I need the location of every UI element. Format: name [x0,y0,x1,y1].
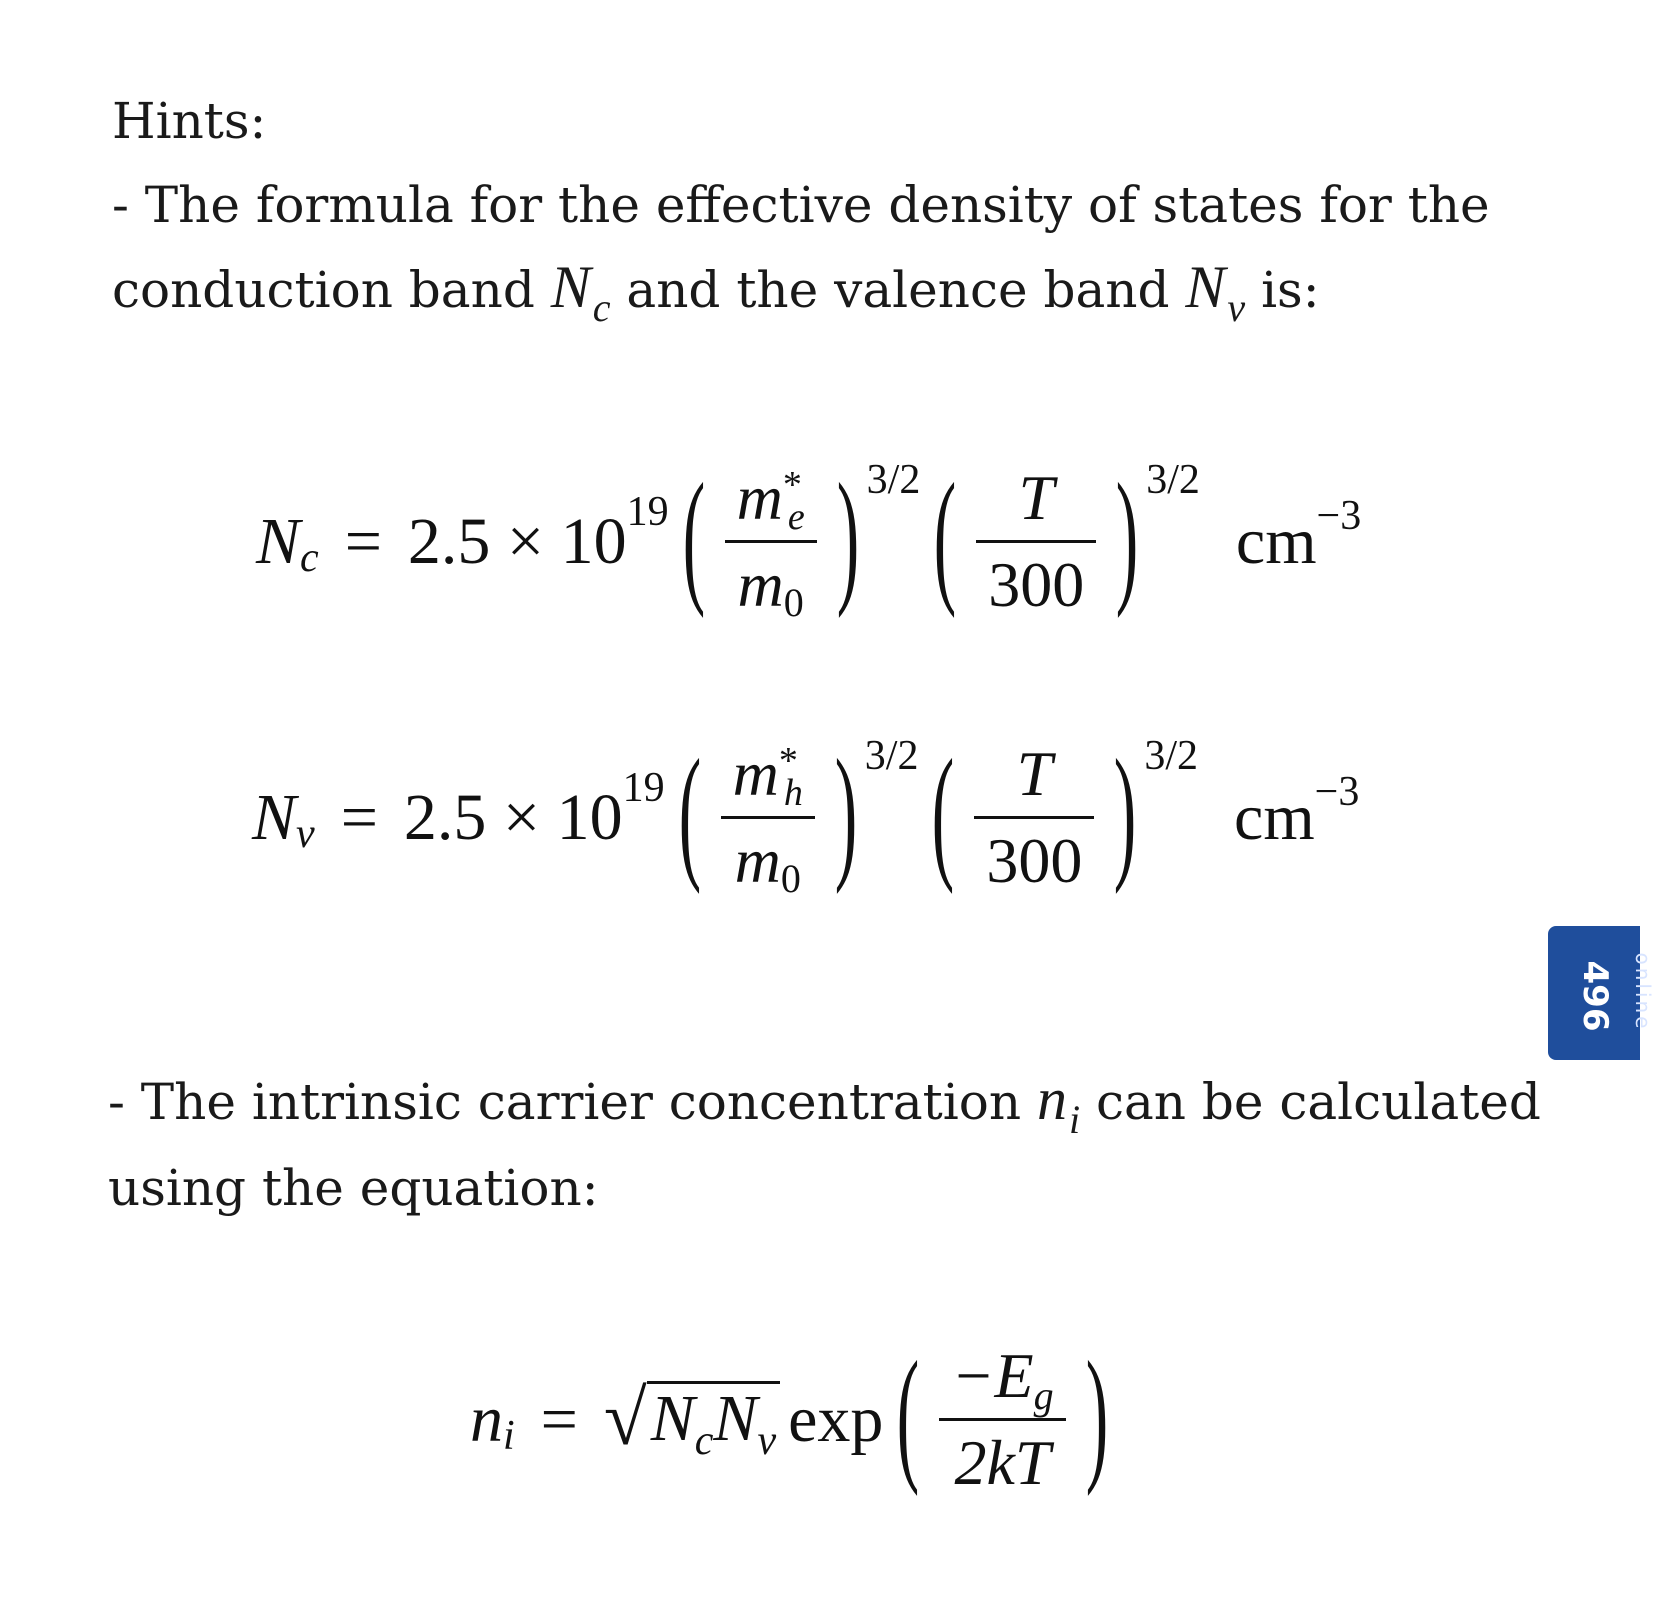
var-nv: N [1185,254,1226,320]
left-paren: ( [932,728,955,895]
mass-symbol: m [736,462,783,533]
fraction-bar [974,816,1094,819]
power-exponent: 3/2 [1146,456,1200,503]
fraction-numerator [939,1340,1065,1418]
text-fragment: can be calculated [1080,1073,1541,1131]
var-ni-subscript: i [1068,1097,1081,1142]
fraction-denominator: 300 [986,825,1083,896]
power-exponent: 3/2 [864,732,919,779]
right-paren: ) [834,728,858,895]
text-fragment: is: [1245,261,1320,319]
var-nc-subscript: c [592,285,611,330]
online-status-label: online [1631,952,1655,1032]
eq-lhs-subscript: c [300,534,319,581]
equals-sign: = [344,504,382,578]
online-users-badge[interactable] [1548,926,1655,1060]
right-paren: ) [1114,728,1137,895]
temperature-fraction [974,738,1094,897]
var-nv-subscript: v [1227,285,1246,330]
effective-mass-star: * [782,464,802,506]
hint-paragraph-density-of-states [112,164,1490,335]
left-paren: ( [678,728,701,895]
fraction-denominator [723,825,813,901]
mass-subscript: h [783,772,803,814]
radicand [647,1381,780,1464]
hint-line: using the equation: [108,1159,599,1217]
eq-coefficient-exponent: 19 [622,764,665,811]
eq-coefficient: 2.5 × 10 [407,504,627,578]
eq-lhs-subscript: i [503,1412,515,1459]
hint-line [108,1058,1541,1147]
var-ni: n [1036,1066,1067,1132]
eq-lhs: N [252,780,297,854]
var-nc: N [550,254,591,320]
power-exponent: 3/2 [866,456,921,503]
fraction-numerator: T [1018,462,1055,533]
text-fragment: and the valence band [610,261,1186,319]
mass-symbol: m [732,738,779,809]
eq-lhs: n [470,1382,503,1456]
left-paren: ( [934,452,957,619]
equals-sign: = [340,780,378,854]
eq-lhs: N [256,504,301,578]
exp-function: exp [788,1382,884,1456]
equation-ni [470,1330,1122,1499]
root-factor-subscript: v [757,1417,777,1464]
right-paren: ) [1085,1330,1108,1497]
unit-exponent: −3 [1314,768,1360,815]
hint-line [112,246,1490,335]
hint-line: - The formula for the effective density of states for the [112,176,1490,234]
fraction-numerator [725,462,817,538]
mass-symbol: m [737,549,784,620]
fraction-bar [976,540,1096,543]
bandgap-symbol: −E [951,1340,1034,1411]
unit-exponent: −3 [1316,492,1362,539]
eq-coefficient-exponent: 19 [626,488,669,535]
unit: cm [1234,780,1315,854]
eq-lhs-subscript: v [296,810,315,857]
mass-subscript: e [787,496,805,538]
left-paren: ( [897,1330,920,1497]
fraction-bar [721,816,815,819]
bandgap-fraction [939,1340,1065,1499]
hint-paragraph-intrinsic-concentration [108,1058,1541,1229]
bandgap-subscript: g [1033,1373,1054,1418]
fraction-denominator [726,549,816,625]
fraction-numerator [721,738,815,814]
fraction-denominator: 300 [988,549,1085,620]
fraction-bar [939,1418,1065,1421]
radical-sign: √ [603,1373,647,1461]
equals-sign: = [540,1382,578,1456]
mass-subscript: 0 [780,856,801,901]
eq-coefficient: 2.5 × 10 [403,780,623,854]
unit: cm [1235,504,1317,578]
text-fragment: conduction band [112,261,551,319]
square-root [603,1373,780,1464]
temperature-fraction [976,462,1096,621]
root-factor: N [713,1381,758,1455]
mass-subscript: 0 [783,580,804,625]
power-exponent: 3/2 [1144,732,1199,779]
right-paren: ) [1116,452,1139,619]
online-count: 496 [1575,960,1615,1032]
mass-ratio-fraction [721,738,815,901]
fraction-denominator: 2kT [954,1427,1051,1498]
mass-symbol: m [734,825,781,896]
root-factor-subscript: c [694,1417,714,1464]
left-paren: ( [682,452,705,619]
hints-title: Hints: [112,92,267,150]
fraction-bar [725,540,817,543]
equation-nv [252,728,1360,901]
fraction-numerator: T [1016,738,1053,809]
mass-ratio-fraction [725,462,817,625]
text-fragment: - The intrinsic carrier concentration [108,1073,1037,1131]
equation-nc [256,452,1362,625]
right-paren: ) [836,452,859,619]
effective-mass-star: * [778,740,798,782]
root-factor: N [650,1381,695,1455]
